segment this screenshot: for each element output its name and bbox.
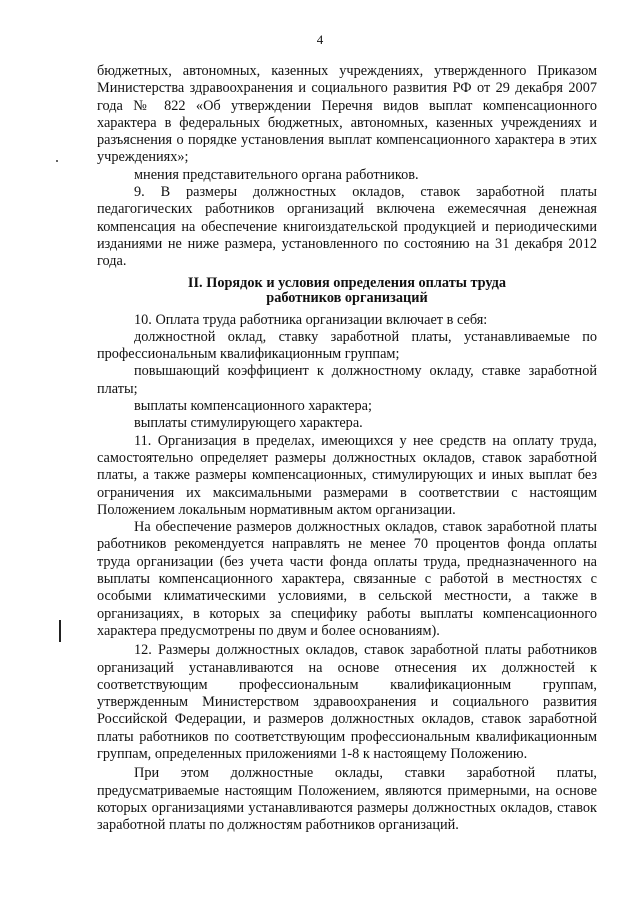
paragraph-10-item-coefficient: повышающий коэффициент к должностному окладу, ставке заработной платы; xyxy=(97,363,597,397)
paragraph-opinion: мнения представительного органа работников. xyxy=(134,166,419,183)
paragraph-12: 12. Размеры должностных окладов, ставок заработной платы работников организаций устанавливаются на основе отнесения их должностей к соответствующим профессиональным квалификационным группам, утвержденным Министерством здравоохранения и социального развития Российской Федерации, и размеров должностных окладов, ставок заработной платы работников по соответствующим профессиональным квалификационным группам, определенных приложениями 1-8 к настоящему Положению. xyxy=(97,642,597,762)
margin-bar-mark xyxy=(59,620,61,642)
document-body xyxy=(97,63,597,834)
paragraph-11-fund: На обеспечение размеров должностных окладов, ставок заработной платы работников рекомендуется направлять не менее 70 процентов фонда оплаты труда организации (без учета части фонда оплаты труда, предназначенного на выплаты компенсационного характера, связанные с работой в местностях с особыми климатическими условиями, в сельской местности, а также в организациях, в которых за специфику работы выплаты компенсационного характера предусмотрены по двум и более основаниям). xyxy=(97,519,597,639)
paragraph-11: 11. Организация в пределах, имеющихся у нее средств на оплату труда, самостоятельно определяет размеры должностных окладов, ставок заработной платы, а также размеры компенсационных, стимулирующих и иных выплат без ограничения их максимальными размерами в соответствии с настоящим Положением локальным нормативным актом организации. xyxy=(97,432,597,518)
page-number: 4 xyxy=(316,32,324,47)
paragraph-10-item-salary: должностной оклад, ставку заработной платы, устанавливаемые по профессиональным квалификационным группам; xyxy=(97,328,597,363)
section-title-line-1: II. Порядок и условия определения оплаты труда xyxy=(187,274,507,291)
paragraph-12-note: При этом должностные оклады, ставки заработной платы, предусматриваемые настоящим Положением, являются примерными, на основе которых организациями устанавливаются размеры должностных окладов, ставок заработной платы по должностям работников организаций. xyxy=(97,765,597,834)
paragraph-10: 10. Оплата труда работника организации включает в себя: xyxy=(134,311,488,328)
paragraph-10-item-incentive: выплаты стимулирующего характера. xyxy=(134,415,363,432)
paragraph-9: 9. В размеры должностных окладов, ставок заработной платы педагогических работников организаций включена ежемесячная денежная компенсация на обеспечение книгоиздательской продукцией и периодическими изданиями не ниже размера, установленного по состоянию на 31 декабря 2012 года. xyxy=(97,184,597,270)
section-title xyxy=(97,276,597,306)
paragraph-10-item-compensation: выплаты компенсационного характера; xyxy=(134,398,372,415)
paragraph-continuation: бюджетных, автономных, казенных учреждениях, утвержденного Приказом Министерства здравоохранения и социального развития РФ от 29 декабря 2007 года № 822 «Об утверждении Перечня видов выплат компенсационного характера в федеральных бюджетных, автономных, казенных учреждениях и разъяснения о порядке установления выплат компенсационного характера в этих учреждениях»; xyxy=(97,63,597,166)
margin-dot-mark xyxy=(56,160,58,162)
section-title-line-2: работников организаций xyxy=(266,289,428,306)
